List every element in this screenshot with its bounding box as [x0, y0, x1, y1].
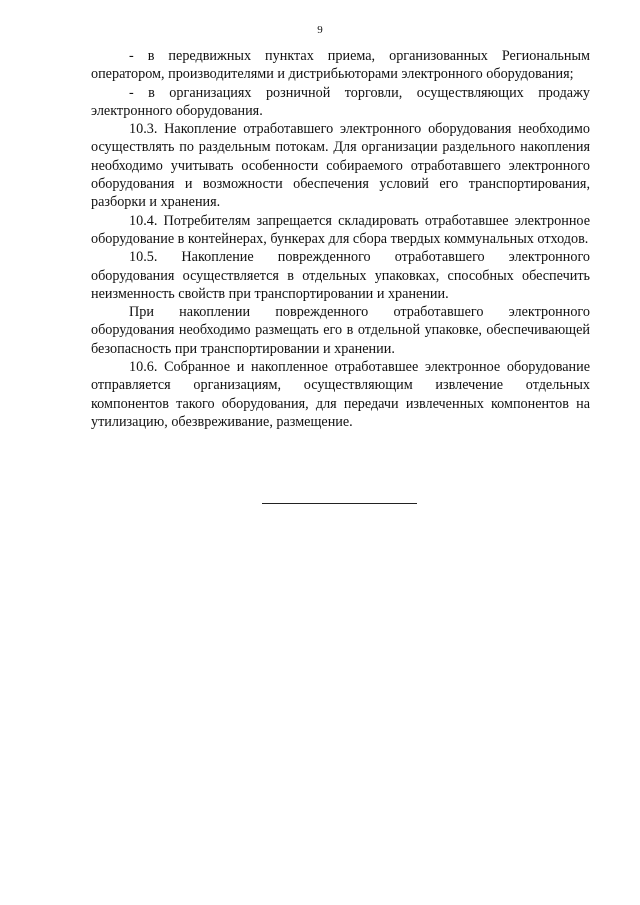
paragraph-10-3: 10.3. Накопление отработавшего электронного оборудования необходимо осуществлять по раздельным потокам. Для организации раздельного накопления необходимо учитывать особенности собираемого отработавшего электронного оборудования и возможности обеспечения условий его транспортирования, разборки и хранения. — [91, 121, 590, 211]
paragraph-damaged-equipment-packaging: При накоплении поврежденного отработавшего электронного оборудования необходимо размещать его в отдельной упаковке, обеспечивающей безопасность при транспортировании и хранении. — [91, 304, 590, 357]
paragraph-mobile-collection-points: - в передвижных пунктах приема, организованных Региональным оператором, производителями и дистрибьюторами электронного оборудования; — [91, 48, 590, 83]
paragraph-10-4: 10.4. Потребителям запрещается складировать отработавшее электронное оборудование в контейнерах, бункерах для сбора твердых коммунальных отходов. — [91, 212, 590, 247]
paragraph-retail-organizations: - в организациях розничной торговли, осуществляющих продажу электронного оборудования. — [91, 84, 590, 119]
paragraph-10-6: 10.6. Собранное и накопленное отработавшее электронное оборудование отправляется организациям, осуществляющим извлечение отдельных компонентов такого оборудования, для передачи извлеченных компонентов на утилизацию, обезвреживание, размещение. — [91, 359, 590, 430]
page-number: 9 — [317, 24, 323, 36]
document-body — [91, 47, 590, 431]
end-of-document-divider — [262, 503, 417, 504]
paragraph-10-5: 10.5. Накопление поврежденного отработавшего электронного оборудования осуществляется в отдельных упаковках, способных обеспечить неизменность свойств при транспортировании и хранении. — [91, 249, 590, 302]
